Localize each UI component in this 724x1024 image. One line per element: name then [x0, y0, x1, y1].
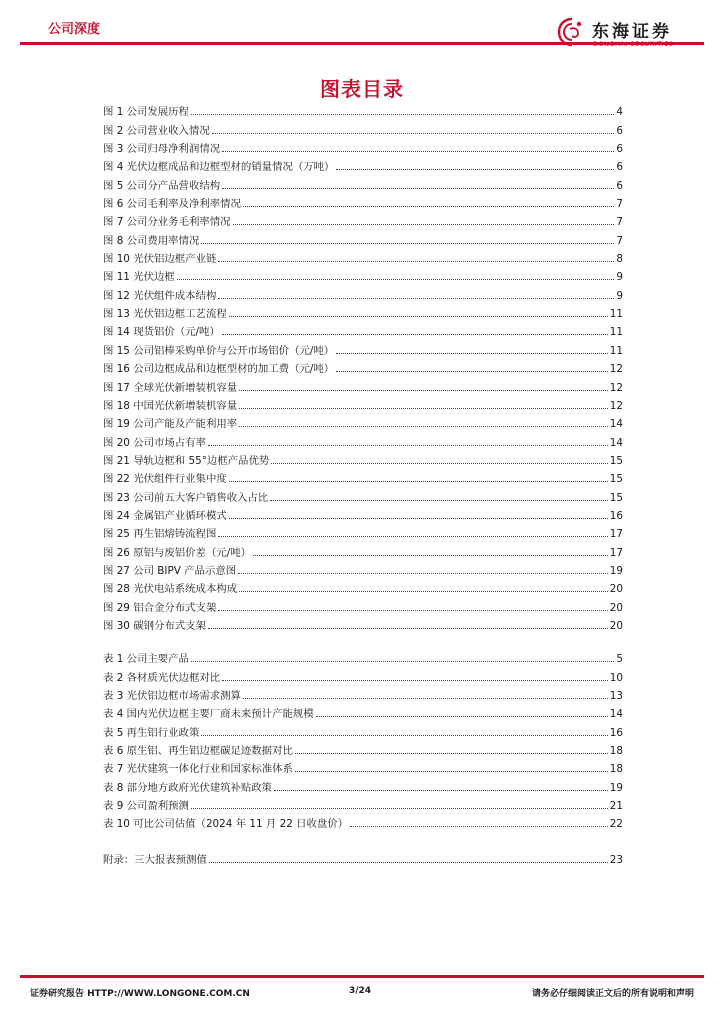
figure-entry[interactable] — [103, 357, 623, 375]
entry-page: 6 — [616, 179, 623, 192]
entry-label: 表 4 国内光伏边框主要厂商未来预计产能规模 — [103, 708, 314, 721]
entry-page: 18 — [609, 763, 623, 776]
dot-leader — [177, 278, 615, 280]
entry-label: 图 11 光伏边框 — [103, 271, 175, 284]
entry-label: 图 20 公司市场占有率 — [103, 436, 206, 449]
dot-leader — [218, 297, 614, 299]
entry-label: 表 5 再生铝行业政策 — [103, 726, 200, 739]
figure-entry[interactable] — [103, 283, 623, 301]
entry-page: 13 — [609, 690, 623, 703]
table-entry[interactable] — [103, 684, 623, 702]
entry-page: 17 — [609, 528, 623, 541]
entry-page: 19 — [609, 564, 623, 577]
entry-page: 8 — [616, 253, 623, 266]
figure-entry[interactable] — [103, 228, 623, 246]
entry-label: 图 24 金属铝产业循环模式 — [103, 509, 227, 522]
page-number: 3/24 — [349, 986, 372, 996]
entry-page: 18 — [609, 745, 623, 758]
dot-leader — [336, 370, 608, 372]
entry-label: 图 26 原铝与废铝价差（元/吨） — [103, 546, 252, 559]
figure-entry[interactable] — [103, 449, 623, 467]
entry-label: 图 7 公司分业务毛利率情况 — [103, 216, 231, 229]
dot-leader — [191, 113, 614, 115]
dot-leader — [274, 789, 608, 791]
figure-list — [103, 100, 623, 632]
entry-page: 11 — [609, 326, 623, 339]
entry-label: 图 12 光伏组件成本结构 — [103, 289, 217, 302]
dot-leader — [295, 752, 608, 754]
dot-leader — [229, 517, 608, 519]
entry-page: 9 — [616, 289, 623, 302]
dot-leader — [209, 861, 608, 863]
figure-entry[interactable] — [103, 100, 623, 118]
dot-leader — [218, 260, 614, 262]
entry-label: 图 19 公司产能及产能利用率 — [103, 418, 238, 431]
entry-label: 图 3 公司归母净利润情况 — [103, 143, 221, 156]
entry-page: 6 — [616, 124, 623, 137]
dot-leader — [191, 807, 608, 809]
entry-label: 图 13 光伏铝边框工艺流程 — [103, 308, 227, 321]
figure-entry[interactable] — [103, 559, 623, 577]
entry-label: 图 8 公司费用率情况 — [103, 234, 200, 247]
figure-entry[interactable] — [103, 173, 623, 191]
entry-page: 5 — [616, 653, 623, 666]
section-label: 公司深度 — [48, 22, 101, 37]
entry-label: 图 28 光伏电站系统成本构成 — [103, 583, 238, 596]
entry-page: 20 — [609, 601, 623, 614]
figure-entry[interactable] — [103, 302, 623, 320]
figure-entry[interactable] — [103, 485, 623, 503]
figure-entry[interactable] — [103, 467, 623, 485]
entry-label: 图 15 公司铝棒采购单价与公开市场铝价（元/吨） — [103, 344, 335, 357]
figure-entry[interactable] — [103, 595, 623, 613]
entry-page: 15 — [609, 473, 623, 486]
dot-leader — [239, 407, 608, 409]
entry-label: 图 6 公司毛利率及净利率情况 — [103, 198, 241, 211]
figure-entry[interactable] — [103, 522, 623, 540]
dot-leader — [350, 825, 608, 827]
table-list — [103, 647, 623, 830]
entry-page: 21 — [609, 800, 623, 813]
entry-label: 图 17 全球光伏新增装机容量 — [103, 381, 238, 394]
entry-label: 表 7 光伏建筑一体化行业和国家标准体系 — [103, 763, 293, 776]
entry-label: 图 30 碳钢分布式支架 — [103, 619, 206, 632]
entry-label: 图 1 公司发展历程 — [103, 106, 189, 119]
entry-label: 图 2 公司营业收入情况 — [103, 124, 210, 137]
dot-leader — [191, 660, 614, 662]
figure-entry[interactable] — [103, 137, 623, 155]
dot-leader — [239, 590, 608, 592]
dot-leader — [270, 499, 607, 501]
figure-entry[interactable] — [103, 375, 623, 393]
entry-page: 12 — [609, 363, 623, 376]
brand-logo — [556, 16, 706, 54]
figure-entry[interactable] — [103, 394, 623, 412]
table-entry[interactable] — [103, 739, 623, 757]
dot-leader — [212, 132, 615, 134]
table-entry[interactable] — [103, 757, 623, 775]
table-entry[interactable] — [103, 812, 623, 830]
entry-label: 表 8 部分地方政府光伏建筑补贴政策 — [103, 781, 273, 794]
entry-page: 17 — [609, 546, 623, 559]
entry-label: 附录：三大报表预测值 — [103, 854, 207, 867]
table-entry[interactable] — [103, 665, 623, 683]
figure-entry[interactable] — [103, 192, 623, 210]
entry-page: 6 — [616, 143, 623, 156]
entry-label: 表 6 原生铝、再生铝边框碳足迹数据对比 — [103, 745, 293, 758]
dot-leader — [239, 389, 608, 391]
entry-page: 7 — [616, 216, 623, 229]
entry-label: 图 10 光伏铝边框产业链 — [103, 253, 217, 266]
entry-page: 12 — [609, 381, 623, 394]
figure-entry[interactable] — [103, 210, 623, 228]
entry-page: 4 — [616, 106, 623, 119]
dot-leader — [229, 480, 608, 482]
entry-label: 图 23 公司前五大客户销售收入占比 — [103, 491, 269, 504]
dot-leader — [233, 223, 615, 225]
entry-page: 12 — [609, 399, 623, 412]
footer-disclaimer: 请务必仔细阅读正文后的所有说明和声明 — [531, 989, 694, 999]
entry-page: 19 — [609, 781, 623, 794]
dot-leader — [218, 535, 607, 537]
entry-label: 表 1 公司主要产品 — [103, 653, 189, 666]
dot-leader — [271, 462, 608, 464]
dot-leader — [218, 609, 607, 611]
entry-label: 表 10 可比公司估值（2024 年 11 月 22 日收盘价） — [103, 818, 349, 831]
entry-label: 表 3 光伏铝边框市场需求测算 — [103, 690, 241, 703]
dot-leader — [238, 572, 608, 574]
dot-leader — [239, 425, 608, 427]
entry-label: 图 21 导轨边框和 55°边框产品优势 — [103, 454, 270, 467]
entry-label: 图 29 铝合金分布式支架 — [103, 601, 217, 614]
appendix-entry[interactable] — [103, 848, 623, 866]
entry-page: 11 — [609, 308, 623, 321]
figure-entry[interactable] — [103, 504, 623, 522]
entry-page: 6 — [616, 161, 623, 174]
figure-entry[interactable] — [103, 247, 623, 265]
footer-divider — [20, 975, 704, 978]
entry-label: 图 27 公司 BIPV 产品示意图 — [103, 564, 237, 577]
entry-label: 图 25 再生铝熔铸流程图 — [103, 528, 217, 541]
dot-leader — [208, 627, 608, 629]
entry-page: 15 — [609, 491, 623, 504]
entry-label: 表 9 公司盈利预测 — [103, 800, 189, 813]
entry-page: 10 — [609, 671, 623, 684]
entry-page: 22 — [609, 818, 623, 831]
dot-leader — [222, 150, 614, 152]
table-entry[interactable] — [103, 794, 623, 812]
table-entry[interactable] — [103, 775, 623, 793]
entry-label: 图 5 公司分产品营收结构 — [103, 179, 221, 192]
entry-label: 图 14 现货铝价（元/吨） — [103, 326, 220, 339]
entry-page: 20 — [609, 583, 623, 596]
dot-leader — [208, 444, 608, 446]
dot-leader — [316, 715, 608, 717]
appendix-list — [103, 848, 623, 866]
dot-leader — [222, 679, 608, 681]
entry-label: 图 22 光伏组件行业集中度 — [103, 473, 227, 486]
entry-page: 7 — [616, 198, 623, 211]
table-entry[interactable] — [103, 702, 623, 720]
table-entry[interactable] — [103, 720, 623, 738]
figure-entry[interactable] — [103, 155, 623, 173]
dot-leader — [222, 187, 614, 189]
dot-leader — [201, 734, 607, 736]
entry-label: 图 18 中国光伏新增装机容量 — [103, 399, 238, 412]
entry-label: 图 4 光伏边框成品和边框型材的销量情况（万吨） — [103, 161, 335, 174]
entry-page: 14 — [609, 708, 623, 721]
entry-page: 14 — [609, 436, 623, 449]
entry-page: 16 — [609, 726, 623, 739]
figure-entry[interactable] — [103, 412, 623, 430]
figure-entry[interactable] — [103, 540, 623, 558]
header-divider — [20, 42, 704, 45]
figure-entry[interactable] — [103, 614, 623, 632]
entry-page: 16 — [609, 509, 623, 522]
entry-page: 9 — [616, 271, 623, 284]
dot-leader — [336, 352, 608, 354]
dot-leader — [295, 770, 608, 772]
dot-leader — [201, 242, 614, 244]
figure-entry[interactable] — [103, 265, 623, 283]
footer-left: 证券研究报告 HTTP://WWW.LONGONE.COM.CN — [30, 989, 250, 999]
entry-page: 23 — [609, 854, 623, 867]
dot-leader — [243, 205, 614, 207]
entry-page: 11 — [609, 344, 623, 357]
entry-page: 14 — [609, 418, 623, 431]
entry-label: 表 2 各材质光伏边框对比 — [103, 671, 221, 684]
dot-leader — [229, 315, 608, 317]
dot-leader — [222, 333, 608, 335]
dot-leader — [336, 168, 614, 170]
entry-page: 15 — [609, 454, 623, 467]
figure-entry[interactable] — [103, 118, 623, 136]
entry-page: 20 — [609, 619, 623, 632]
figure-entry[interactable] — [103, 320, 623, 338]
figure-entry[interactable] — [103, 430, 623, 448]
dot-leader — [253, 554, 608, 556]
entry-label: 图 16 公司边框成品和边框型材的加工费（元/吨） — [103, 363, 335, 376]
page-title: 图表目录 — [320, 77, 404, 101]
entry-page: 7 — [616, 234, 623, 247]
logo-chinese: 东海证券 — [592, 22, 672, 42]
figure-entry[interactable] — [103, 577, 623, 595]
table-entry[interactable] — [103, 647, 623, 665]
figure-entry[interactable] — [103, 338, 623, 356]
dot-leader — [243, 697, 608, 699]
